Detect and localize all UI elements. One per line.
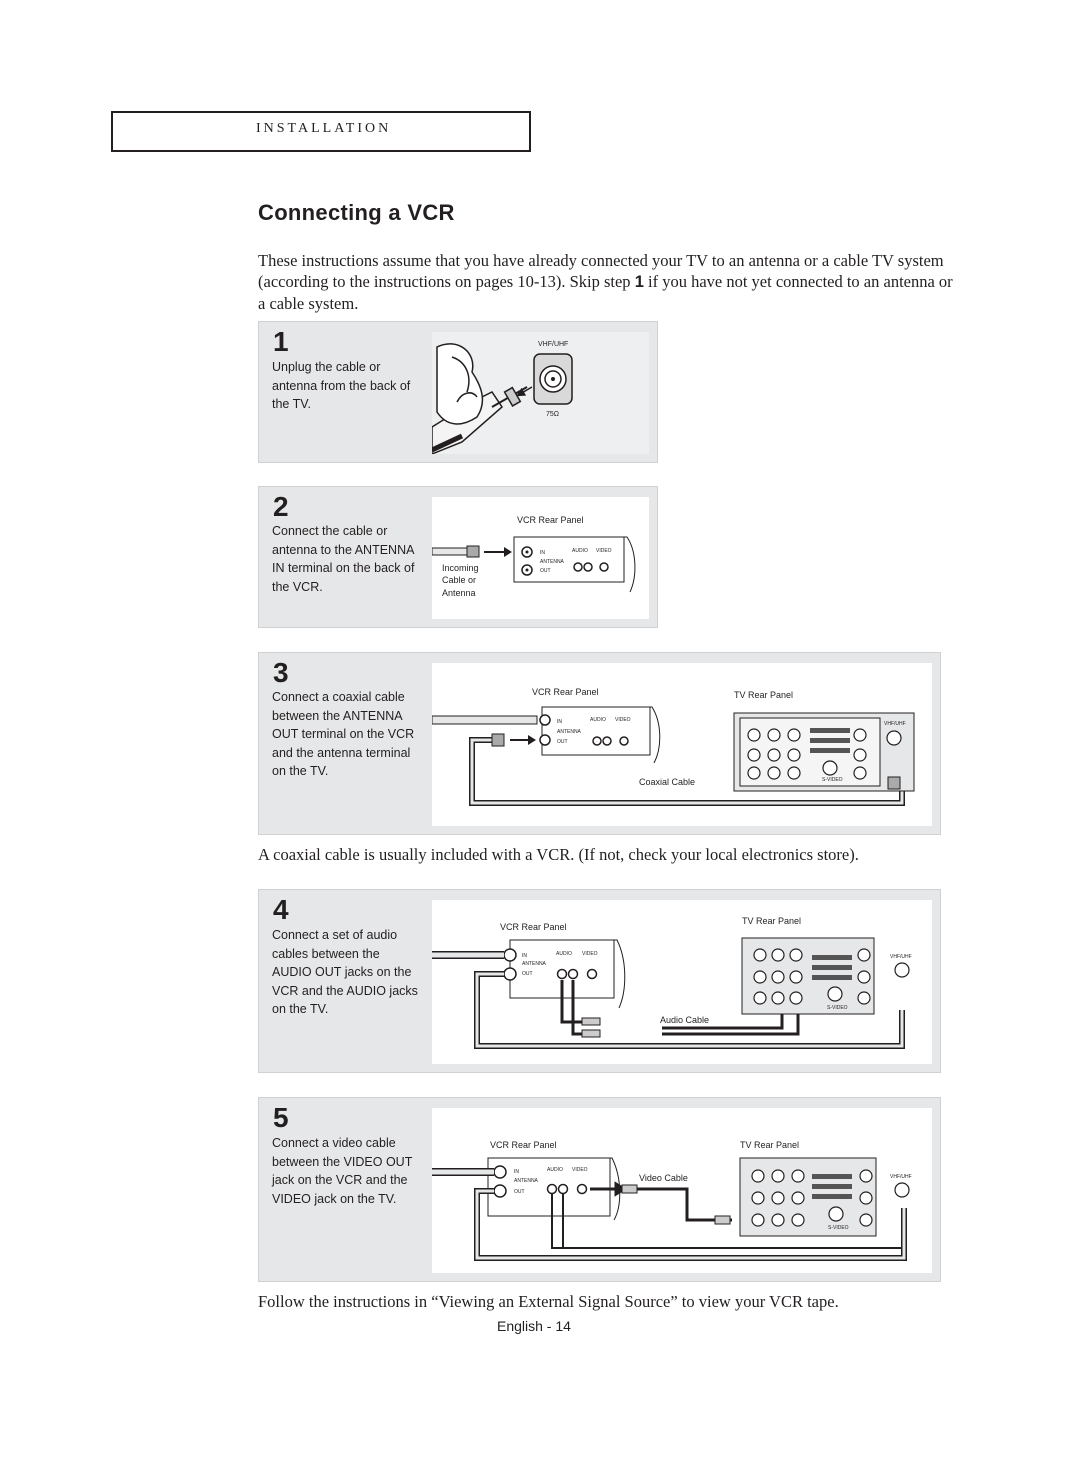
- video-cable-icon: [590, 1184, 732, 1224]
- step-4-diagram: [432, 900, 932, 1064]
- follow-note: Follow the instructions in “Viewing an External Signal Source” to view your VCR tape.: [258, 1292, 839, 1311]
- svg-text:S-VIDEO: S-VIDEO: [822, 777, 843, 783]
- step-1-number: 1: [273, 326, 289, 357]
- tv-rear-panel-label: TV Rear Panel: [742, 916, 802, 926]
- svg-text:S-VIDEO: S-VIDEO: [828, 1225, 849, 1231]
- step-3-panel: [258, 652, 941, 835]
- incoming-label: Incoming: [442, 563, 479, 573]
- svg-text:AUDIO: AUDIO: [572, 548, 588, 554]
- svg-text:IN: IN: [514, 1169, 519, 1175]
- tv-rear-panel-icon: [742, 938, 912, 1014]
- svg-text:OUT: OUT: [557, 739, 568, 745]
- step-4-text: Connect a set of audio cables between the AUDIO OUT jacks on the VCR and the AUDIO jacks on the TV.: [272, 928, 418, 1016]
- section-label: INSTALLATION: [256, 121, 392, 136]
- svg-text:OUT: OUT: [540, 568, 551, 574]
- step-5-number: 5: [273, 1102, 289, 1133]
- step-3-diagram: [432, 663, 932, 826]
- svg-text:VHF/UHF: VHF/UHF: [890, 954, 912, 960]
- step-1-text: Unplug the cable or antenna from the back of the TV.: [272, 360, 411, 411]
- svg-text:VIDEO: VIDEO: [615, 717, 631, 723]
- page-title: Connecting a VCR: [258, 200, 455, 225]
- svg-text:ANTENNA: ANTENNA: [557, 729, 581, 735]
- svg-text:OUT: OUT: [514, 1189, 525, 1195]
- antenna-label: Antenna: [442, 588, 476, 598]
- coaxial-cable-label: Coaxial Cable: [639, 777, 696, 787]
- step-3-number: 3: [273, 657, 289, 688]
- section-header-box: [111, 111, 531, 152]
- step-4-panel: [258, 889, 941, 1073]
- svg-text:VIDEO: VIDEO: [572, 1167, 588, 1173]
- step-1-diagram: [432, 332, 649, 454]
- svg-text:IN: IN: [522, 953, 527, 959]
- intro-paragraph: [258, 250, 958, 314]
- intro-text-after: if you have not yet connected to an antenna or a cable system.: [258, 272, 953, 313]
- svg-text:ANTENNA: ANTENNA: [540, 559, 564, 565]
- audio-cable-label: Audio Cable: [660, 1015, 710, 1025]
- svg-text:VHF/UHF: VHF/UHF: [884, 721, 906, 727]
- tv-rear-panel-label: TV Rear Panel: [734, 690, 794, 700]
- step-2-diagram: [432, 497, 649, 619]
- step-5-diagram: [432, 1108, 932, 1273]
- page-footer: English - 14: [497, 1318, 571, 1334]
- tv-rear-panel-icon: [734, 713, 914, 791]
- step-3-text: Connect a coaxial cable between the ANTENNA OUT terminal on the VCR and the antenna terminal on the TV.: [272, 690, 415, 778]
- svg-text:VIDEO: VIDEO: [582, 951, 598, 957]
- vcr-rear-panel-label: VCR Rear Panel: [517, 515, 584, 525]
- step-5-text: Connect a video cable between the VIDEO OUT jack on the VCR and the VIDEO jack on the TV.: [272, 1136, 413, 1206]
- vcr-rear-panel-label: VCR Rear Panel: [532, 687, 599, 697]
- svg-text:AUDIO: AUDIO: [547, 1167, 563, 1173]
- step-2-panel: [258, 486, 658, 628]
- svg-text:VIDEO: VIDEO: [596, 548, 612, 554]
- step-2-text: Connect the cable or antenna to the ANTENNA IN terminal on the back of the VCR.: [272, 524, 415, 594]
- svg-text:IN: IN: [557, 719, 562, 725]
- svg-text:ANTENNA: ANTENNA: [514, 1178, 538, 1184]
- tv-rear-panel-icon: [740, 1158, 912, 1236]
- vhf-uhf-label: VHF/UHF: [538, 341, 569, 348]
- coax-note: A coaxial cable is usually included with a VCR. (If not, check your local electronics store).: [258, 845, 859, 864]
- svg-text:ANTENNA: ANTENNA: [522, 961, 546, 967]
- video-cable-label: Video Cable: [639, 1173, 688, 1183]
- step-2-number: 2: [273, 491, 289, 522]
- step-5-panel: [258, 1097, 941, 1282]
- step-4-number: 4: [273, 894, 289, 925]
- intro-step-ref: 1: [634, 273, 644, 291]
- step-1-panel: [258, 321, 658, 463]
- svg-text:AUDIO: AUDIO: [556, 951, 572, 957]
- vcr-rear-panel-label: VCR Rear Panel: [500, 922, 567, 932]
- svg-text:S-VIDEO: S-VIDEO: [827, 1005, 848, 1011]
- ohm-label: 75Ω: [546, 411, 560, 418]
- vcr-antenna-out-jack-icon: [522, 565, 532, 575]
- svg-text:IN: IN: [540, 550, 545, 556]
- svg-text:VHF/UHF: VHF/UHF: [890, 1174, 912, 1180]
- svg-text:AUDIO: AUDIO: [590, 717, 606, 723]
- cable-or-label: Cable or: [442, 575, 477, 585]
- vcr-antenna-in-jack-icon: [522, 547, 532, 557]
- vcr-rear-panel-label: VCR Rear Panel: [490, 1140, 557, 1150]
- tv-rear-panel-label: TV Rear Panel: [740, 1140, 800, 1150]
- incoming-cable-icon: [432, 546, 512, 557]
- antenna-jack-icon: [534, 354, 572, 404]
- svg-text:OUT: OUT: [522, 971, 533, 977]
- intro-text-before: These instructions assume that you have already connected your TV to an antenna or a cable TV system (according to the instructions on pages 10-13). Skip step: [258, 251, 944, 291]
